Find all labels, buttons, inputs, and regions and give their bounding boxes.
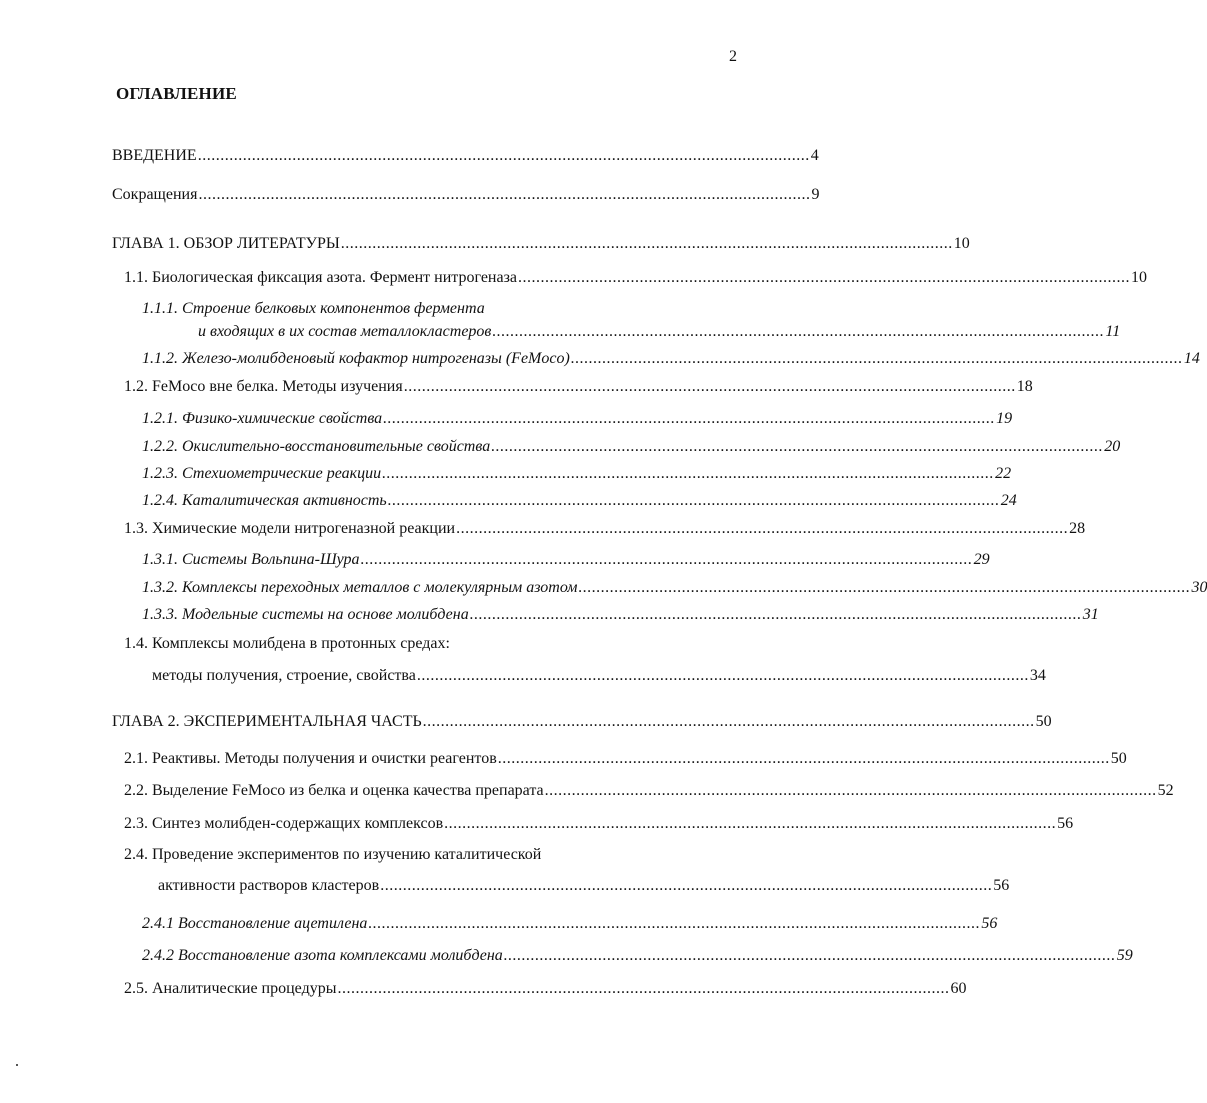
toc-entry-label: 1.3.1. Системы Вольпина-Шура — [142, 551, 360, 568]
toc-entry-2-4-1[interactable] — [142, 914, 998, 934]
toc-entry-page: 29 — [973, 551, 990, 568]
dot-leader: ........................................................................................................................................ — [197, 147, 810, 164]
toc-entry-page: 28 — [1069, 520, 1086, 537]
dot-leader: ........................................................................................................................................ — [518, 269, 1131, 286]
dot-leader: ........................................................................................................................................ — [503, 947, 1116, 964]
toc-entry-2-2[interactable] — [124, 781, 1174, 801]
toc-entry-page: 22 — [995, 465, 1012, 482]
toc-entry-label: 2.1. Реактивы. Методы получения и очистки реагентов — [124, 750, 497, 767]
toc-entry-page: 24 — [1000, 492, 1017, 509]
dot-leader: ........................................................................................................................................ — [383, 410, 996, 427]
toc-entry-label: 2.4.2 Восстановление азота комплексами молибдена — [142, 947, 503, 964]
dot-leader: ........................................................................................................................................ — [380, 877, 993, 894]
toc-entry-page: 34 — [1029, 667, 1046, 684]
toc-entry-1-4-line1: 1.4. Комплексы молибдена в протонных средах: — [124, 635, 450, 652]
toc-entry-1-2-2[interactable] — [142, 437, 1121, 457]
page-number: 2 — [729, 48, 737, 65]
dot-leader: ........................................................................................................................................ — [340, 235, 953, 252]
toc-entry-page: 18 — [1016, 378, 1033, 395]
toc-entry-label: 1.2.3. Стехиометрические реакции — [142, 465, 382, 482]
toc-entry-page: 30 — [1191, 579, 1207, 596]
toc-entry-label: 1.2. FeMoco вне белка. Методы изучения — [124, 378, 403, 395]
toc-entry-label: 2.4.1 Восстановление ацетилена — [142, 915, 368, 932]
toc-entry-label: активности растворов кластеров — [158, 877, 380, 894]
dot-leader: ........................................................................................................................................ — [456, 520, 1069, 537]
dot-leader: ........................................................................................................................................ — [570, 350, 1183, 367]
toc-entry-label: 1.1.2. Железо-молибденовый кофактор нитрогеназы (FeMoco) — [142, 350, 570, 367]
toc-entry-1-1-1[interactable] — [198, 322, 1121, 342]
toc-entry-page: 56 — [993, 877, 1010, 894]
toc-entry-label: и входящих в их состав металлокластеров — [198, 323, 492, 340]
toc-entry-1-4[interactable] — [152, 666, 1046, 686]
toc-entry-page: 4 — [810, 147, 819, 164]
toc-entry-page: 52 — [1157, 782, 1174, 799]
dot-leader: ........................................................................................................................................ — [198, 186, 811, 203]
toc-entry-label: ГЛАВА 2. ЭКСПЕРИМЕНТАЛЬНАЯ ЧАСТЬ — [112, 713, 422, 730]
toc-entry-chapter-2[interactable] — [112, 712, 1052, 732]
toc-entry-1-1-1-line1: 1.1.1. Строение белковых компонентов фермента — [142, 300, 485, 317]
toc-entry-label: методы получения, строение, свойства — [152, 667, 416, 684]
toc-entry-page: 59 — [1116, 947, 1133, 964]
toc-entry-1-2[interactable] — [124, 377, 1033, 397]
toc-entry-page: 14 — [1183, 350, 1200, 367]
toc-entry-label: 1.2.4. Каталитическая активность — [142, 492, 387, 509]
toc-entry-intro[interactable] — [112, 146, 819, 166]
dot-leader: ........................................................................................................................................ — [578, 579, 1191, 596]
toc-entry-label: 2.5. Аналитические процедуры — [124, 980, 337, 997]
scan-speck — [16, 1064, 18, 1066]
toc-entry-label: 1.3.3. Модельные системы на основе молибдена — [142, 606, 469, 623]
toc-entry-1-1[interactable] — [124, 268, 1148, 288]
toc-entry-page: 50 — [1035, 713, 1052, 730]
dot-leader: ........................................................................................................................................ — [360, 551, 973, 568]
toc-entry-label: ВВЕДЕНИЕ — [112, 147, 197, 164]
toc-entry-page: 56 — [1057, 815, 1074, 832]
toc-entry-page: 60 — [950, 980, 967, 997]
toc-entry-page: 50 — [1110, 750, 1127, 767]
toc-entry-label: ГЛАВА 1. ОБЗОР ЛИТЕРАТУРЫ — [112, 235, 340, 252]
toc-entry-label: Сокращения — [112, 186, 198, 203]
toc-entry-1-3-3[interactable] — [142, 605, 1099, 625]
toc-entry-label: 1.1. Биологическая фиксация азота. Фермент нитрогеназа — [124, 269, 518, 286]
toc-entry-2-1[interactable] — [124, 749, 1127, 769]
dot-leader: ........................................................................................................................................ — [492, 323, 1105, 340]
dot-leader: ........................................................................................................................................ — [387, 492, 1000, 509]
dot-leader: ........................................................................................................................................ — [544, 782, 1157, 799]
toc-entry-page: 56 — [981, 915, 998, 932]
toc-entry-1-2-1[interactable] — [142, 409, 1013, 429]
toc-entry-2-3[interactable] — [124, 814, 1074, 834]
toc-entry-label: 2.2. Выделение FeMoco из белка и оценка качества препарата — [124, 782, 544, 799]
toc-entry-abbreviations[interactable] — [112, 185, 820, 205]
dot-leader: ........................................................................................................................................ — [382, 465, 995, 482]
dot-leader: ........................................................................................................................................ — [497, 750, 1110, 767]
toc-entry-1-1-2[interactable] — [142, 349, 1200, 369]
toc-entry-2-4-line1: 2.4. Проведение экспериментов по изучению каталитической — [124, 846, 542, 863]
dot-leader: ........................................................................................................................................ — [403, 378, 1016, 395]
toc-entry-2-4-2[interactable] — [142, 946, 1133, 966]
toc-entry-label: 1.2.2. Окислительно-восстановительные свойства — [142, 438, 491, 455]
toc-entry-label: 1.3. Химические модели нитрогеназной реакции — [124, 520, 456, 537]
toc-entry-page: 19 — [996, 410, 1013, 427]
toc-entry-1-3-2[interactable] — [142, 578, 1207, 598]
toc-entry-1-2-3[interactable] — [142, 464, 1012, 484]
dot-leader: ........................................................................................................................................ — [416, 667, 1029, 684]
toc-heading: ОГЛАВЛЕНИЕ — [116, 84, 237, 103]
dot-leader: ........................................................................................................................................ — [444, 815, 1057, 832]
toc-entry-label: 1.3.2. Комплексы переходных металлов с молекулярным азотом — [142, 579, 578, 596]
dot-leader: ........................................................................................................................................ — [337, 980, 950, 997]
toc-entry-chapter-1[interactable] — [112, 234, 970, 254]
toc-entry-label: 1.2.1. Физико-химические свойства — [142, 410, 383, 427]
toc-entry-1-3-1[interactable] — [142, 550, 990, 570]
toc-entry-1-3[interactable] — [124, 519, 1086, 539]
toc-entry-page: 11 — [1105, 323, 1121, 340]
toc-entry-page: 9 — [811, 186, 820, 203]
dot-leader: ........................................................................................................................................ — [368, 915, 981, 932]
toc-entry-page: 31 — [1082, 606, 1099, 623]
toc-entry-page: 10 — [953, 235, 970, 252]
toc-entry-1-2-4[interactable] — [142, 491, 1017, 511]
toc-entry-2-4[interactable] — [158, 876, 1010, 896]
dot-leader: ........................................................................................................................................ — [491, 438, 1104, 455]
toc-entry-page: 20 — [1104, 438, 1121, 455]
dot-leader: ........................................................................................................................................ — [469, 606, 1082, 623]
toc-entry-label: 2.3. Синтез молибден-содержащих комплексов — [124, 815, 444, 832]
dot-leader: ........................................................................................................................................ — [422, 713, 1035, 730]
toc-entry-2-5[interactable] — [124, 979, 967, 999]
toc-entry-page: 10 — [1131, 269, 1148, 286]
